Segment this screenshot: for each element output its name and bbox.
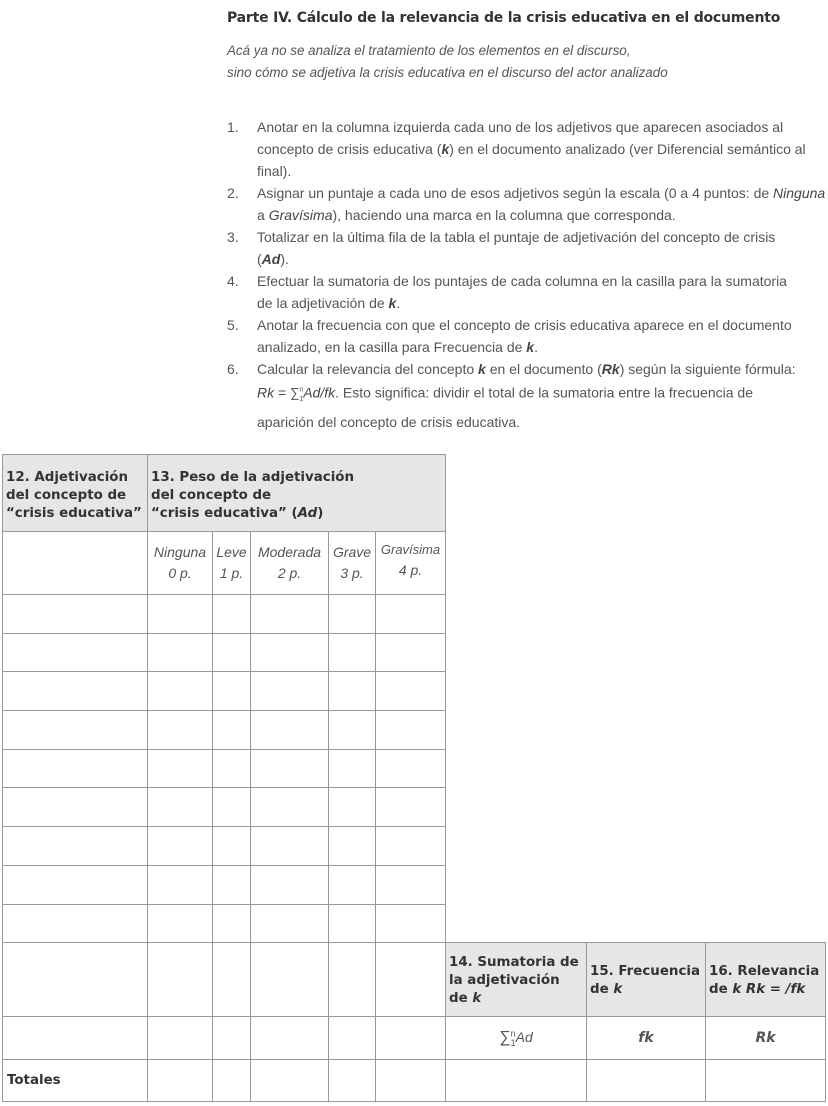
- step-text: Asignar un puntaje a cada uno de esos adjetivos según la escala (0 a 4 puntos: de Ninguna a Gravísima), haciendo una marca en la columna que corresponda.: [257, 185, 826, 223]
- step-text: Totalizar en la última fila de la tabla el puntaje de adjetivación del concepto de crisis (Ad).: [257, 229, 776, 267]
- score-cell[interactable]: [251, 943, 329, 1017]
- score-cell[interactable]: [251, 1017, 329, 1060]
- score-cell[interactable]: [376, 633, 446, 672]
- adjective-cell[interactable]: [3, 595, 148, 634]
- scale-moderada: Moderada 2 p.: [251, 532, 329, 595]
- score-cell[interactable]: [251, 595, 329, 634]
- fk-label: fk: [587, 1017, 706, 1060]
- score-cell[interactable]: [329, 865, 376, 904]
- totals-label: Totales: [3, 1060, 148, 1102]
- step-text: Anotar la frecuencia con que el concepto de crisis educativa aparece en el documento analizado, en la casilla para Frecuencia de k.: [257, 317, 792, 355]
- adjective-cell[interactable]: [3, 633, 148, 672]
- step-number: 4.: [227, 273, 239, 289]
- scale-ninguna: Ninguna 0 p.: [148, 532, 213, 595]
- score-cell[interactable]: [148, 827, 213, 866]
- score-cell[interactable]: [148, 943, 213, 1017]
- score-cell[interactable]: [148, 865, 213, 904]
- score-cell[interactable]: [213, 672, 251, 711]
- instruction-step-4: [227, 270, 827, 314]
- score-cell[interactable]: [148, 711, 213, 750]
- score-cell[interactable]: [376, 865, 446, 904]
- adjective-cell[interactable]: [3, 904, 148, 943]
- instruction-step-2: [227, 182, 827, 226]
- score-cell[interactable]: [251, 672, 329, 711]
- total-cell[interactable]: [376, 1060, 446, 1102]
- instruction-step-6: [227, 358, 827, 433]
- score-cell[interactable]: [329, 904, 376, 943]
- adjective-cell[interactable]: [3, 1017, 148, 1060]
- total-cell[interactable]: [148, 1060, 213, 1102]
- score-cell[interactable]: [376, 711, 446, 750]
- score-cell[interactable]: [376, 943, 446, 1017]
- step-number: 2.: [227, 185, 239, 201]
- score-cell[interactable]: [251, 749, 329, 788]
- adjective-cell[interactable]: [3, 827, 148, 866]
- step-number: 6.: [227, 361, 239, 377]
- score-cell[interactable]: [376, 788, 446, 827]
- score-cell[interactable]: [376, 749, 446, 788]
- page-title: Parte IV. Cálculo de la relevancia de la crisis educativa en el documento: [227, 10, 781, 26]
- total-cell[interactable]: [251, 1060, 329, 1102]
- score-cell[interactable]: [251, 904, 329, 943]
- score-cell[interactable]: [213, 633, 251, 672]
- score-cell[interactable]: [251, 711, 329, 750]
- score-cell[interactable]: [148, 672, 213, 711]
- table-row: [3, 943, 826, 1017]
- score-cell[interactable]: [251, 865, 329, 904]
- score-cell[interactable]: [213, 711, 251, 750]
- instruction-step-5: [227, 314, 827, 358]
- score-cell[interactable]: [251, 788, 329, 827]
- step-number: 5.: [227, 317, 239, 333]
- adjective-cell[interactable]: [3, 865, 148, 904]
- score-cell[interactable]: [329, 1017, 376, 1060]
- frequency-value-cell[interactable]: [587, 1060, 706, 1102]
- subtitle-line: Acá ya no se analiza el tratamiento de los elementos en el discurso,: [227, 43, 631, 58]
- score-cell[interactable]: [376, 827, 446, 866]
- score-cell[interactable]: [213, 595, 251, 634]
- score-cell[interactable]: [376, 672, 446, 711]
- adjective-cell[interactable]: [3, 532, 148, 595]
- col12-header: 12. Adjetivación del concepto de “crisis educativa”: [3, 455, 148, 532]
- sum-symbol: ∑$^n_1$: [290, 385, 304, 403]
- adjective-cell[interactable]: [3, 943, 148, 1017]
- subtitle: [227, 40, 668, 84]
- score-cell[interactable]: [329, 788, 376, 827]
- score-cell[interactable]: [213, 788, 251, 827]
- score-cell[interactable]: [376, 1017, 446, 1060]
- col14-header: 14. Sumatoria de la adjetivación de k: [446, 943, 587, 1017]
- scale-grave: Grave 3 p.: [329, 532, 376, 595]
- score-cell[interactable]: [329, 595, 376, 634]
- col16-header: 16. Relevancia de k Rk = /fk: [706, 943, 826, 1017]
- score-cell[interactable]: [213, 1017, 251, 1060]
- score-cell[interactable]: [148, 1017, 213, 1060]
- sum-formula: ∑$^n_1$Ad: [446, 1017, 587, 1060]
- adjective-cell[interactable]: [3, 749, 148, 788]
- subtitle-line: sino cómo se adjetiva la crisis educativa en el discurso del actor analizado: [227, 65, 668, 80]
- step-text: Efectuar la sumatoria de los puntajes de cada columna en la casilla para la sumatoria de la adjetivación de k.: [257, 273, 787, 311]
- score-cell[interactable]: [251, 827, 329, 866]
- step-number: 3.: [227, 229, 239, 245]
- score-cell[interactable]: [329, 672, 376, 711]
- total-cell[interactable]: [329, 1060, 376, 1102]
- adjectivation-table: [2, 454, 826, 1102]
- score-cell[interactable]: [148, 749, 213, 788]
- score-cell[interactable]: [213, 827, 251, 866]
- score-cell[interactable]: [213, 943, 251, 1017]
- header-row: [3, 455, 826, 532]
- adjective-cell[interactable]: [3, 672, 148, 711]
- totals-row: [3, 1060, 826, 1102]
- score-cell[interactable]: [148, 633, 213, 672]
- step-text: Calcular la relevancia del concepto k en el documento (Rk) según la siguiente fórmula: Rk = ∑$^n_1$Ad/fk. Esto significa: dividir el total de la sumatoria entre la frecuencia de aparición del concepto de crisis educativa.: [257, 361, 796, 430]
- score-cell[interactable]: [148, 904, 213, 943]
- score-cell[interactable]: [213, 904, 251, 943]
- score-cell[interactable]: [329, 943, 376, 1017]
- adjective-cell[interactable]: [3, 788, 148, 827]
- score-cell[interactable]: [251, 633, 329, 672]
- total-cell[interactable]: [213, 1060, 251, 1102]
- rk-label: Rk: [706, 1017, 826, 1060]
- score-cell[interactable]: [213, 865, 251, 904]
- relevance-value-cell[interactable]: [706, 1060, 826, 1102]
- score-cell[interactable]: [329, 827, 376, 866]
- sum-value-cell[interactable]: [446, 1060, 587, 1102]
- col15-header: 15. Frecuencia de k: [587, 943, 706, 1017]
- formula-row: [3, 1017, 826, 1060]
- score-cell[interactable]: [329, 749, 376, 788]
- score-cell[interactable]: [329, 633, 376, 672]
- score-cell[interactable]: [329, 711, 376, 750]
- step-text: Anotar en la columna izquierda cada uno de los adjetivos que aparecen asociados al concepto de crisis educativa (k) en el documento analizado (ver Diferencial semántico al final).: [257, 119, 806, 179]
- score-cell[interactable]: [213, 749, 251, 788]
- col13-header: 13. Peso de la adjetivación del concepto de “crisis educativa” (Ad): [148, 455, 446, 532]
- scale-leve: Leve 1 p.: [213, 532, 251, 595]
- score-cell[interactable]: [376, 904, 446, 943]
- score-cell[interactable]: [376, 595, 446, 634]
- scale-gravisima: Gravísima 4 p.: [376, 532, 446, 595]
- score-cell[interactable]: [148, 595, 213, 634]
- instruction-list: [227, 116, 827, 433]
- score-cell[interactable]: [148, 788, 213, 827]
- instruction-step-3: [227, 226, 827, 270]
- step-number: 1.: [227, 119, 239, 135]
- adjective-cell[interactable]: [3, 711, 148, 750]
- instruction-step-1: [227, 116, 827, 182]
